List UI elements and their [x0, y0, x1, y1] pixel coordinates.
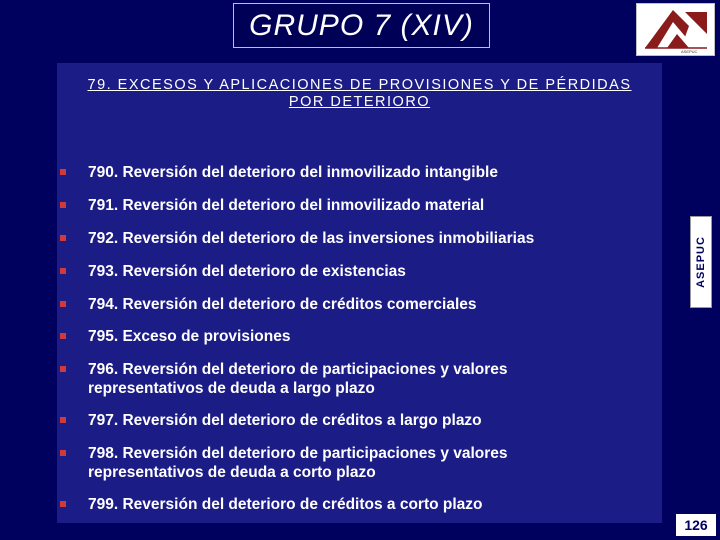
content-panel: [57, 63, 662, 523]
bullet-icon: [60, 268, 66, 274]
list-item-text: 799. Reversión del deterioro de créditos a corto plazo: [88, 496, 483, 513]
list-item-text: 794. Reversión del deterioro de créditos comerciales: [88, 296, 477, 313]
bullet-icon: [60, 366, 66, 372]
list-item-text: 797. Reversión del deterioro de créditos a largo plazo: [88, 412, 482, 429]
section-heading-line2: POR DETERIORO: [288, 94, 431, 110]
bullet-icon: [60, 235, 66, 241]
list-item-text: 793. Reversión del deterioro de existencias: [88, 263, 406, 280]
list-item-text: 792. Reversión del deterioro de las inversiones inmobiliarias: [88, 230, 535, 247]
section-heading: [57, 77, 662, 111]
bullet-icon: [60, 450, 66, 456]
slide-title: GRUPO 7 (XIV): [249, 8, 474, 42]
list-item-text: 791. Reversión del deterioro del inmovilizado material: [88, 197, 485, 214]
logo-graphic: [637, 4, 714, 55]
side-label-box: [690, 216, 712, 308]
bullet-icon: [60, 501, 66, 507]
section-heading-line1: 79. EXCESOS Y APLICACIONES DE PROVISIONES Y DE PÉRDIDAS: [87, 77, 632, 93]
side-label: ASEPUC: [695, 236, 707, 288]
list-item-text: 795. Exceso de provisiones: [88, 328, 291, 345]
list-item-text: 798. Reversión del deterioro de participaciones y valores representativos de deuda a corto plazo: [88, 445, 508, 481]
bullet-icon: [60, 333, 66, 339]
bullet-icon: [60, 202, 66, 208]
bullet-icon: [60, 417, 66, 423]
asepuc-logo-icon: [636, 3, 715, 56]
bullet-icon: [60, 301, 66, 307]
slide-title-box: [233, 3, 490, 48]
logo-caption: ASEPUC: [681, 49, 698, 54]
list-item-text: 796. Reversión del deterioro de participaciones y valores representativos de deuda a largo plazo: [88, 361, 508, 397]
bullet-icon: [60, 169, 66, 175]
list-item-text: 790. Reversión del deterioro del inmovilizado intangible: [88, 164, 498, 181]
page-number: 126: [676, 514, 716, 536]
